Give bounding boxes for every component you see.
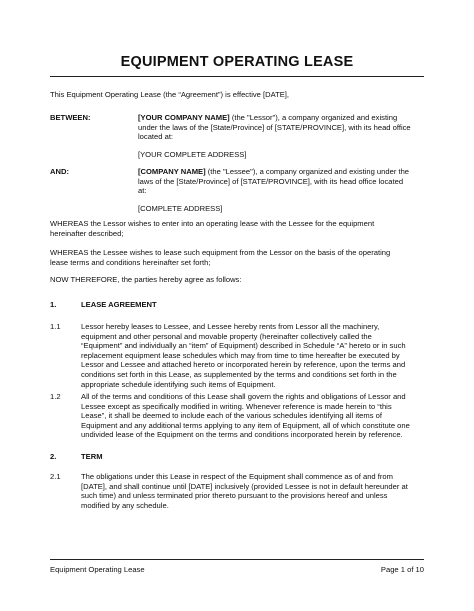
clause-2-1-line: The obligations under this Lease in respect of the Equipment shall commence as of and from [81,472,393,481]
clause-1-1-line: “Equipment” and individually an “item” of Equipment) described in Schedule “A” hereto or in such [81,341,406,351]
document-title: EQUIPMENT OPERATING LEASE [120,54,354,70]
intro-paragraph: This Equipment Operating Lease (the “Agreement”) is effective [DATE], [50,90,290,99]
clause-1-1-line: appropriate schedule identifying such items of Equipment. [81,379,276,389]
whereas-2-line-1: WHEREAS the Lessee wishes to lease such equipment from the Lessor on the basis of the operating [50,248,391,257]
clause-1-1-line: conditions set forth in this Lease, as supplemented by the terms and conditions set forth in the [81,369,397,379]
clause-2-1-text [81,472,431,510]
whereas-1-line-2: hereinafter described; [50,228,124,238]
section-1-heading: LEASE AGREEMENT [81,300,157,309]
clause-1-2-number: 1.2 [50,392,61,401]
clause-1-1-line: equipment and other personal and movable property (hereinafter collectively called the [81,331,372,341]
clause-2-1-line: modified by any schedule. [81,500,169,510]
and-party-line-3: at: [138,186,147,196]
whereas-lessor-paragraph [50,219,430,238]
whereas-lessee-paragraph [50,248,430,267]
clause-2-1-line: such time) and unless terminated prior thereto pursuant to the provisions hereof and unless [81,491,388,501]
footer-rule [50,559,424,560]
and-party-line-1 [138,167,428,177]
title-rule [50,76,424,77]
and-label: AND: [50,167,69,176]
clause-2-1-number: 2.1 [50,472,61,481]
clause-1-1-line: replacement equipment lease schedules which may from time to time hereafter be executed by [81,350,400,360]
clause-1-2-line: Lessee except as specifically modified in writing. Whenever reference is made herein to “this [81,401,392,411]
clause-1-2-line: All of the terms and conditions of this Lease shall govern the rights and obligations of Lessor and [81,392,406,401]
now-therefore-paragraph: NOW THEREFORE, the parties hereby agree as follows: [50,275,242,284]
clause-2-1-line: [DATE], and shall continue until [DATE] inclusively (provided Lessee is not in default hereunder at [81,481,408,491]
lessor-name: [YOUR COMPANY NAME] [138,113,230,122]
lessor-address: [YOUR COMPLETE ADDRESS] [138,149,247,159]
clause-1-2-line: Lease”, it shall be deemed to include each of the various schedules identifying all items of [81,411,382,421]
clause-1-1-line: Lessor hereby leases to Lessee, and Lessee hereby rents from Lessor all the machinery, [81,322,380,331]
clause-1-1-text [81,322,431,389]
lessee-name: [COMPANY NAME] [138,167,206,176]
section-2-number: 2. [50,452,57,461]
lessee-address: [COMPLETE ADDRESS] [138,203,223,213]
whereas-1-line-1: WHEREAS the Lessor wishes to enter into an operating lease with the Lessee for the equipment [50,219,375,228]
footer-page-number: Page 1 of 10 [380,565,424,574]
between-party-block [138,113,428,159]
clause-1-2-text [81,392,431,440]
and-party-line-2: laws of the [State/Province] of [STATE/PROVINCE], with its head office located [138,176,404,186]
section-2-heading: TERM [81,452,103,461]
clause-1-1-number: 1.1 [50,322,61,331]
whereas-2-line-2: lease terms and conditions hereinafter set forth; [50,257,211,267]
section-1-number: 1. [50,300,57,309]
and-party-block [138,167,428,213]
lessor-description: (the "Lessor"), a company organized and existing [229,113,398,122]
footer-document-name: Equipment Operating Lease [50,565,145,574]
clause-1-2-line: undivided lease of the Equipment on the terms and conditions incorporated herein by reference. [81,430,403,440]
between-label: BETWEEN: [50,113,91,122]
clause-1-1-line: Lessor and Lessee and attached hereto or incorporated herein by reference, upon the terms and [81,360,406,370]
between-party-line-2: under the laws of the [State/Province] of [STATE/PROVINCE], with its head office [138,122,411,132]
between-party-line-3: located at: [138,132,174,142]
lessee-description: (the "Lessee"), a company organized and existing under the [205,167,410,176]
between-party-line-1 [138,113,428,123]
clause-1-2-line: Equipment and any additional terms applying to any item of Equipment, all of which constitute one [81,420,410,430]
